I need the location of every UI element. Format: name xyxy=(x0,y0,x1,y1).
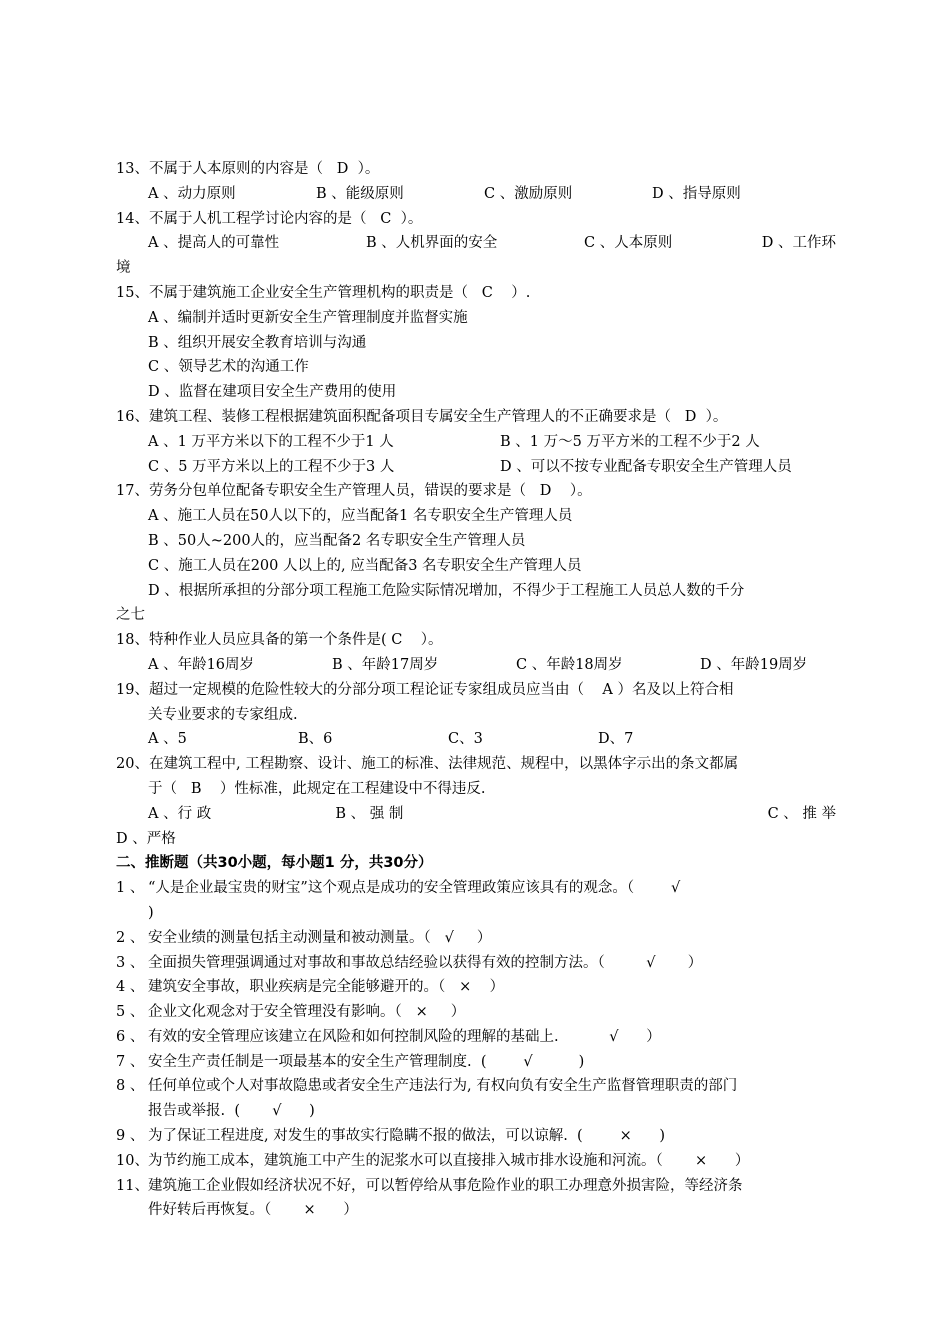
option-d: D 、可以不按专业配备专职安全生产管理人员 xyxy=(500,458,792,475)
judge-item-continuation: 报告或举报. ( √ ) xyxy=(148,1103,315,1120)
judge-item-text: 有效的安全管理应该建立在风险和如何控制风险的理解的基础上. √ ） xyxy=(148,1028,661,1045)
judge-item xyxy=(116,1124,836,1149)
option-a: A 、5 xyxy=(148,731,187,748)
option-d: D 、年龄19周岁 xyxy=(700,656,808,673)
question-14-stem: 14、不属于人机工程学讨论内容的是（ C ）。 xyxy=(116,210,423,227)
option-c: C 、人本原则 xyxy=(584,235,673,252)
judge-item-number: 3 、 xyxy=(116,954,145,971)
judge-item xyxy=(116,1025,836,1050)
question-17-wrap: 之七 xyxy=(116,607,145,624)
question-18-options xyxy=(116,653,836,678)
judge-item xyxy=(116,1149,836,1174)
judge-item-continuation: 件好转后再恢复。（ × ） xyxy=(148,1202,358,1219)
judge-item xyxy=(116,951,836,976)
option-b: B 、1 万～5 万平方米的工程不少于2 人 xyxy=(500,433,760,450)
question-19-options xyxy=(116,727,836,752)
judge-item-number: 6 、 xyxy=(116,1028,145,1045)
question-18-stem: 18、特种作业人员应具备的第一个条件是( C ）。 xyxy=(116,632,443,649)
option-b: B、6 xyxy=(298,731,333,748)
question-17-option-b: B 、50人~200人的，应当配备2 名专职安全生产管理人员 xyxy=(148,532,526,549)
judge-item-text: 任何单位或个人对事故隐患或者安全生产违法行为, 有权向负有安全生产监督管理职责的部门 xyxy=(148,1078,738,1095)
judge-item xyxy=(116,1000,836,1025)
judge-item-number: 11、 xyxy=(116,1177,149,1194)
question-20-options xyxy=(116,802,836,827)
question-13-options xyxy=(116,182,836,207)
question-16-stem: 16、建筑工程、装修工程根据建筑面积配备项目专属安全生产管理人的不正确要求是（ D ）。 xyxy=(116,408,728,425)
question-20-wrap: D 、严格 xyxy=(116,830,176,847)
option-a: A 、年龄16周岁 xyxy=(148,656,255,673)
option-b: B 、人机界面的安全 xyxy=(366,235,498,252)
option-c: C、3 xyxy=(448,731,483,748)
question-14-wrap: 境 xyxy=(116,260,131,277)
judge-item-text: 建筑安全事故，职业疾病是完全能够避开的。（ × ） xyxy=(148,979,505,996)
question-15-option-d: D 、监督在建项目安全生产费用的使用 xyxy=(148,384,397,401)
judge-item xyxy=(116,876,836,901)
option-d: D 、工作环 xyxy=(761,235,836,252)
judge-item-text: 全面损失管理强调通过对事故和事故总结经验以获得有效的控制方法。（ √ ） xyxy=(148,954,703,971)
judge-item-number: 5 、 xyxy=(116,1004,145,1021)
question-15-option-b: B 、组织开展安全教育培训与沟通 xyxy=(148,334,367,351)
option-c: C 、 推 举 xyxy=(767,805,836,822)
judge-item-text: “人是企业最宝贵的财宝”这个观点是成功的安全管理政策应该具有的观念。（ √ xyxy=(148,880,681,897)
question-15-stem: 15、不属于建筑施工企业安全生产管理机构的职责是（ C ）. xyxy=(116,284,531,301)
judge-item-text: 为了保证工程进度, 对发生的事故实行隐瞒不报的做法，可以谅解. ( × ) xyxy=(148,1128,666,1145)
question-15-option-a: A 、编制并适时更新安全生产管理制度并监督实施 xyxy=(148,309,468,326)
judge-item-text: 安全生产责任制是一项最基本的安全生产管理制度. ( √ ) xyxy=(148,1053,585,1070)
judge-item xyxy=(116,1174,836,1199)
option-a: A 、行 政 xyxy=(148,805,212,822)
option-d: D 、指导原则 xyxy=(652,185,741,202)
option-a: A 、动力原则 xyxy=(148,185,236,202)
judge-item-text: 为节约施工成本，建筑施工中产生的泥浆水可以直接排入城市排水设施和河流。（ × ） xyxy=(148,1152,750,1169)
judge-item-number: 1 、 xyxy=(116,880,145,897)
question-17-option-a: A 、施工人员在50人以下的，应当配备1 名专职安全生产管理人员 xyxy=(148,508,573,525)
judge-item-number: 8 、 xyxy=(116,1078,145,1095)
question-19-stem-cont: 关专业要求的专家组成. xyxy=(148,706,298,723)
judge-item-number: 7 、 xyxy=(116,1053,145,1070)
judge-item xyxy=(116,975,836,1000)
option-a: A 、提高人的可靠性 xyxy=(148,235,280,252)
judge-item-number: 9 、 xyxy=(116,1128,145,1145)
question-16-options-ab xyxy=(116,430,836,455)
judge-item-number: 4 、 xyxy=(116,979,145,996)
option-c: C 、激励原则 xyxy=(484,185,573,202)
option-b: B 、 强 制 xyxy=(335,805,404,822)
question-13-stem: 13、不属于人本原则的内容是（ D ）。 xyxy=(116,161,380,177)
option-b: B 、能级原则 xyxy=(316,185,404,202)
option-c: C 、年龄18周岁 xyxy=(516,656,623,673)
section-heading: 二、推断题（共30小题，每小题1 分，共30分） xyxy=(116,855,433,872)
question-17-option-c: C 、施工人员在200 人以上的, 应当配备3 名专职安全生产管理人员 xyxy=(148,557,582,574)
document-page xyxy=(116,157,836,1223)
question-16-options-cd xyxy=(116,455,836,480)
question-19-stem: 19、超过一定规模的危险性较大的分部分项工程论证专家组成员应当由（ A ）名及以上符合相 xyxy=(116,681,734,698)
question-17-stem: 17、劳务分包单位配备专职安全生产管理人员，错误的要求是（ D ）。 xyxy=(116,483,592,500)
question-14-options xyxy=(116,231,836,256)
judge-item-number: 10、 xyxy=(116,1152,149,1169)
judge-item xyxy=(116,1074,836,1099)
option-d: D、7 xyxy=(598,731,634,748)
option-a: A 、1 万平方米以下的工程不少于1 人 xyxy=(148,433,394,450)
question-15-option-c: C 、领导艺术的沟通工作 xyxy=(148,359,309,376)
question-17-option-d: D 、根据所承担的分部分项工程施工危险实际情况增加，不得少于工程施工人员总人数的千分 xyxy=(148,582,745,599)
judge-item-text: 企业文化观念对于安全管理没有影响。（ × ） xyxy=(148,1004,466,1021)
judge-list xyxy=(116,876,836,1223)
option-b: B 、年龄17周岁 xyxy=(332,656,439,673)
question-20-stem-cont: 于（ B ）性标准，此规定在工程建设中不得违反. xyxy=(148,780,486,797)
judge-item xyxy=(116,926,836,951)
judge-item-text: 安全业绩的测量包括主动测量和被动测量。（ √ ） xyxy=(148,929,492,946)
question-20-stem: 20、在建筑工程中, 工程勘察、设计、施工的标准、法律规范、规程中，以黑体字示出的条文都属 xyxy=(116,756,739,773)
judge-item-continuation: ) xyxy=(148,904,154,921)
judge-item xyxy=(116,1050,836,1075)
option-c: C 、5 万平方米以上的工程不少于3 人 xyxy=(148,458,395,475)
judge-item-number: 2 、 xyxy=(116,929,145,946)
judge-item-text: 建筑施工企业假如经济状况不好，可以暂停给从事危险作业的职工办理意外损害险，等经济条 xyxy=(148,1177,743,1194)
